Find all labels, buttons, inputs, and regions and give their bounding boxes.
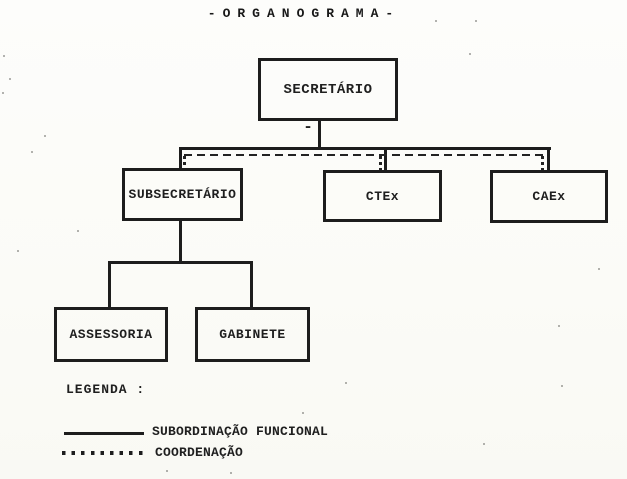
scan-speck (558, 325, 560, 327)
page-title: -ORGANOGRAMA- (207, 6, 401, 21)
scan-speck (561, 385, 563, 387)
scan-speck (2, 92, 4, 94)
legend-solid-line-sample (64, 432, 144, 435)
connector-drop-assessoria (108, 263, 111, 308)
scan-speck (9, 78, 11, 80)
legend-heading: LEGENDA : (66, 382, 146, 397)
node-ctex-label: CTEx (365, 188, 400, 204)
scan-speck (345, 382, 347, 384)
scan-speck (435, 20, 437, 22)
legend-item-coordenacao-label: COORDENAÇÃO (155, 445, 244, 460)
connector-subsecretario-drop (179, 220, 182, 263)
connector-solid-rail (179, 147, 551, 150)
node-ctex (323, 170, 442, 222)
dash-mark: - (303, 118, 313, 136)
scan-speck (17, 250, 19, 252)
scan-speck (483, 443, 485, 445)
connector-dashed-drop-ctex (379, 156, 382, 171)
connector-solid-drop-subsecretario (179, 149, 182, 169)
node-gabinete (195, 307, 310, 362)
node-subsecretario (122, 168, 243, 221)
scan-speck (230, 472, 232, 474)
scan-speck (3, 55, 5, 57)
node-secretario-label: SECRETÁRIO (283, 81, 373, 98)
connector-secretario-drop (318, 120, 321, 149)
scan-speck (44, 135, 46, 137)
scan-speck (31, 151, 33, 153)
node-subsecretario-label: SUBSECRETÁRIO (128, 187, 237, 202)
node-gabinete-label: GABINETE (219, 327, 286, 342)
node-assessoria-label: ASSESSORIA (69, 327, 153, 342)
scan-speck (475, 20, 477, 22)
scan-speck (469, 53, 471, 55)
scan-speck (166, 470, 168, 472)
legend-dotted-line-sample (62, 451, 147, 455)
node-assessoria (54, 307, 168, 362)
node-caex (490, 170, 608, 223)
scan-speck (598, 268, 600, 270)
scan-speck (302, 412, 304, 414)
connector-dashed-drop-caex (541, 156, 544, 171)
connector-drop-gabinete (250, 263, 253, 308)
connector-solid-drop-ctex (384, 149, 387, 171)
node-caex-label: CAEx (532, 189, 566, 204)
connector-dashed-coordination-rail (184, 154, 544, 156)
connector-dashed-drop-subsecretario (183, 156, 186, 168)
node-secretario (258, 58, 398, 121)
legend-item-subordinacao-label: SUBORDINAÇÃO FUNCIONAL (152, 424, 329, 439)
connector-solid-drop-caex (547, 149, 550, 171)
scan-speck (77, 230, 79, 232)
connector-subsecretario-rail (108, 261, 253, 264)
